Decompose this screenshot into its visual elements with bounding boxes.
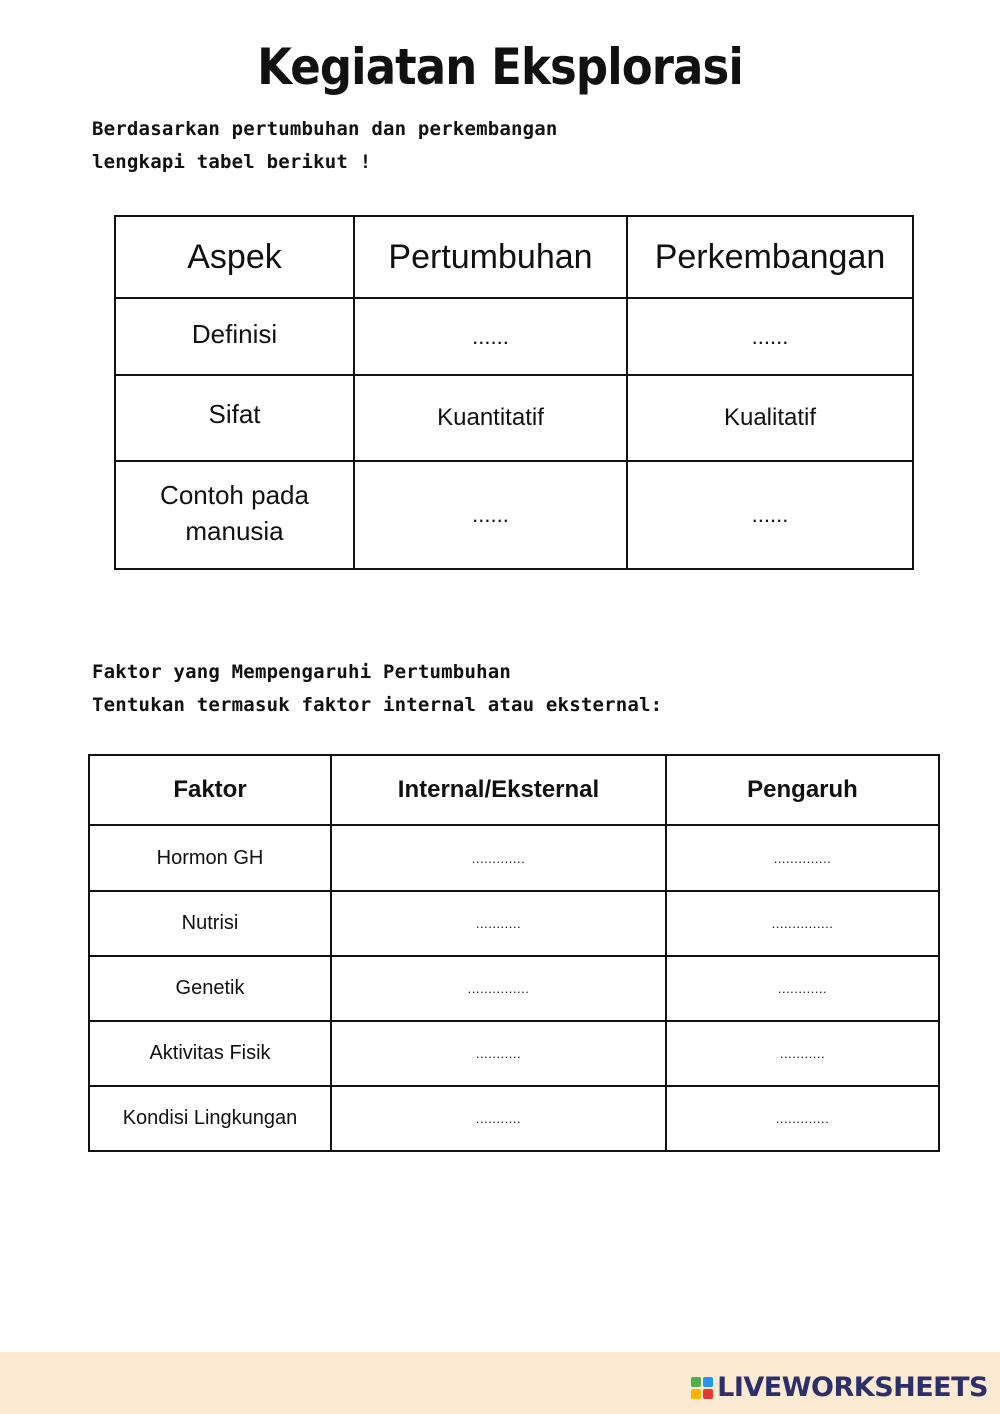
page-title: Kegiatan Eksplorasi <box>257 38 743 96</box>
answer-blank[interactable]: ...... <box>354 461 627 569</box>
factor-label: Nutrisi <box>89 891 331 956</box>
instruction-line: Berdasarkan pertumbuhan dan perkembangan <box>92 118 558 140</box>
answer-blank[interactable]: ........... <box>331 891 666 956</box>
table-cell: Kuantitatif <box>354 375 627 461</box>
factor-label: Hormon GH <box>89 825 331 891</box>
answer-blank[interactable]: ...... <box>354 298 627 375</box>
liveworksheets-logo-icon <box>691 1377 713 1399</box>
instruction-block-1 <box>92 113 558 179</box>
instruction-line: Tentukan termasuk faktor internal atau eksternal: <box>92 694 663 716</box>
answer-blank[interactable]: ............ <box>666 956 939 1021</box>
answer-blank[interactable]: ............. <box>331 825 666 891</box>
header-aspek: Aspek <box>115 216 354 298</box>
header-internal-eksternal: Internal/Eksternal <box>331 755 666 825</box>
row-label: Definisi <box>115 298 354 375</box>
factor-label: Aktivitas Fisik <box>89 1021 331 1086</box>
table-row <box>89 1021 939 1086</box>
answer-blank[interactable]: ............... <box>666 891 939 956</box>
header-pertumbuhan: Pertumbuhan <box>354 216 627 298</box>
answer-blank[interactable]: ...... <box>627 461 913 569</box>
answer-blank[interactable]: ........... <box>666 1021 939 1086</box>
header-pengaruh: Pengaruh <box>666 755 939 825</box>
table-cell: Kualitatif <box>627 375 913 461</box>
instruction-block-2 <box>92 656 662 722</box>
table-row <box>115 461 913 569</box>
brand-name: LIVEWORKSHEETS <box>717 1372 988 1403</box>
factor-label: Kondisi Lingkungan <box>89 1086 331 1151</box>
growth-factors-table <box>88 754 940 1152</box>
answer-blank[interactable]: .............. <box>666 825 939 891</box>
header-perkembangan: Perkembangan <box>627 216 913 298</box>
answer-blank[interactable]: ............. <box>666 1086 939 1151</box>
header-faktor: Faktor <box>89 755 331 825</box>
table-row <box>89 1086 939 1151</box>
answer-blank[interactable]: ............... <box>331 956 666 1021</box>
row-label: Contoh pada manusia <box>115 461 354 569</box>
table-row <box>115 375 913 461</box>
table-row <box>115 298 913 375</box>
table-row <box>89 956 939 1021</box>
answer-blank[interactable]: ........... <box>331 1086 666 1151</box>
answer-blank[interactable]: ........... <box>331 1021 666 1086</box>
liveworksheets-logo[interactable] <box>691 1372 988 1403</box>
answer-blank[interactable]: ...... <box>627 298 913 375</box>
footer-bar <box>0 1352 1000 1414</box>
instruction-line: Faktor yang Mempengaruhi Pertumbuhan <box>92 661 512 683</box>
factor-label: Genetik <box>89 956 331 1021</box>
instruction-line: lengkapi tabel berikut ! <box>92 151 372 173</box>
growth-development-table <box>114 215 914 570</box>
table-header-row <box>115 216 913 298</box>
row-label: Sifat <box>115 375 354 461</box>
table-row <box>89 891 939 956</box>
table-row <box>89 825 939 891</box>
table-header-row <box>89 755 939 825</box>
